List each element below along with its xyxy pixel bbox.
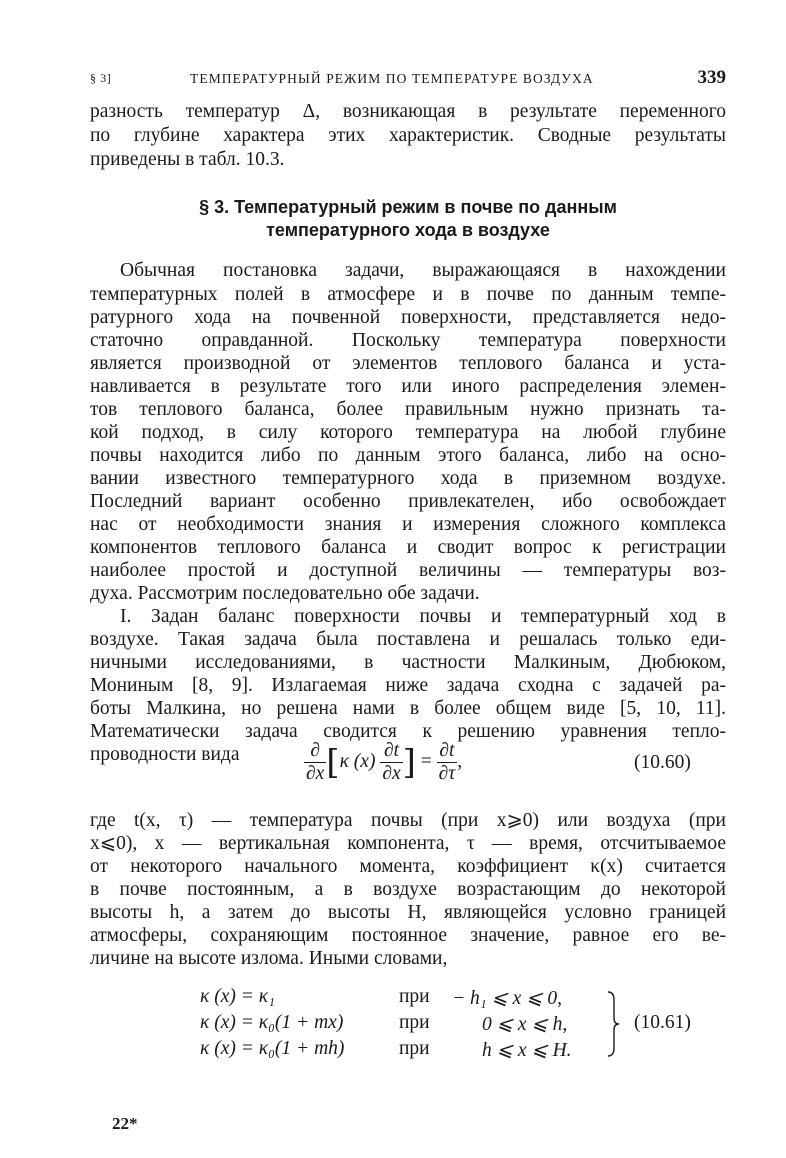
text-line: ничными исследованиями, в частности Малкиным, Дюбюком, [90,652,726,673]
text-line: кой подход, в силу которого температура на любой глубине [90,422,726,443]
system-row-condition: − h₁ ⩽ x ⩽ 0, [452,988,563,1009]
system-row-lhs: κ (x) = κ₁ [200,986,275,1007]
section-heading-line1: § 3. Температурный режим в почве по данным [199,197,617,217]
system-row-when: при [399,1038,430,1059]
system-row-lhs: κ (x) = κ₀(1 + mx) [200,1012,344,1033]
text-line: приведены в табл. 10.3. [90,149,285,170]
page-number: 339 [697,67,726,88]
equation-10-60: $\frac{\partial}{\partial x}$ [κ (x) $\frac{\partial t}{\partial x}$ ] = $\frac{\partial t}{\partial\tau}$ , [306,740,463,784]
system-row-when: при [399,986,430,1007]
signature-mark: 22* [112,1114,138,1133]
text-line: ратурного хода на почвенной поверхности, представляется недо- [90,307,726,328]
header-section: § 3] [90,71,112,85]
right-brace [606,990,620,1058]
text-line: x⩽0), x — вертикальная компонента, τ — время, отсчитываемое [90,833,726,854]
text-line: I. Задан баланс поверхности почвы и температурный ход в [120,606,726,627]
system-row-condition: h ⩽ x ⩽ H. [482,1040,572,1061]
text-line: почвы находится либо по данным этого баланса, либо на осно- [90,445,726,466]
text-line: нас от необходимости знания и измерения сложного комплекса [90,514,726,535]
text-line: атмосферы, сохраняющим постоянное значение, равное его ве- [90,925,726,946]
text-line: Обычная постановка задачи, выражающаяся в нахождении [120,260,726,281]
text-line: духа. Рассмотрим последовательно обе задачи. [90,583,480,604]
kappa-term: κ (x) [339,750,376,772]
text-line: навливается в результате того или иного распределения элемен- [90,376,726,397]
text-line: наиболее простой и доступной величины — температуры воз- [90,560,726,581]
text-line: личине на высоте излома. Иными словами, [90,948,448,969]
text-line: тов теплового баланса, более правильным нужно признать та- [90,399,726,420]
equation-number: (10.60) [634,752,691,773]
text-line: Последний вариант особенно привлекателен, ибо освобождает [90,491,726,512]
equation-number: (10.61) [634,1012,691,1033]
text-line: от некоторого начального момента, коэффициент κ(x) считается [90,856,726,877]
fraction: $\frac{\partial}{\partial x}$ [306,740,325,784]
text-line: статочно оправданной. Поскольку температура поверхности [90,330,726,351]
text-line: в почве постоянным, а в воздухе возрастающим до некоторой [90,879,726,900]
text-line: вании известного температурного хода в приземном воздухе. [90,468,726,489]
text-line: воздухе. Такая задача была поставлена и решалась только еди- [90,629,726,650]
text-line: где t(x, τ) — температура почвы (при x⩾0) или воздуха (при [90,810,726,831]
text-line: проводности вида [90,744,240,765]
fraction: $\frac{\partial t}{\partial\tau}$ [438,740,456,784]
text-line: по глубине характера этих характеристик. Сводные результаты [90,125,726,146]
running-header [90,68,730,90]
system-row-lhs: κ (x) = κ₀(1 + mh) [200,1038,345,1059]
system-row-when: при [399,1012,430,1033]
section-heading-line2: температурного хода в воздухе [266,220,550,240]
fraction: $\frac{\partial t}{\partial x}$ [382,740,401,784]
text-line: Мониным [8, 9]. Излагаемая ниже задача сходна с задачей ра- [90,675,726,696]
text-line: Математически задача сводится к решению уравнения тепло- [90,721,726,742]
header-title: ТЕМПЕРАТУРНЫЙ РЕЖИМ ПО ТЕМПЕРАТУРЕ ВОЗДУХА [190,71,594,86]
text-line: компонентов теплового баланса и сводит вопрос к регистрации [90,537,726,558]
system-row-condition: 0 ⩽ x ⩽ h, [482,1014,568,1035]
text-line: разность температур Δ, возникающая в результате переменного [90,101,726,122]
text-line: температурных полей в атмосфере и в почве по данным темпе- [90,284,726,305]
text-line: боты Малкина, но решена нами в более общем виде [5, 10, 11]. [90,698,726,719]
text-line: является производной от элементов теплового баланса и уста- [90,353,726,374]
text-line: высоты h, а затем до высоты H, являющейся условно границей [90,902,726,923]
